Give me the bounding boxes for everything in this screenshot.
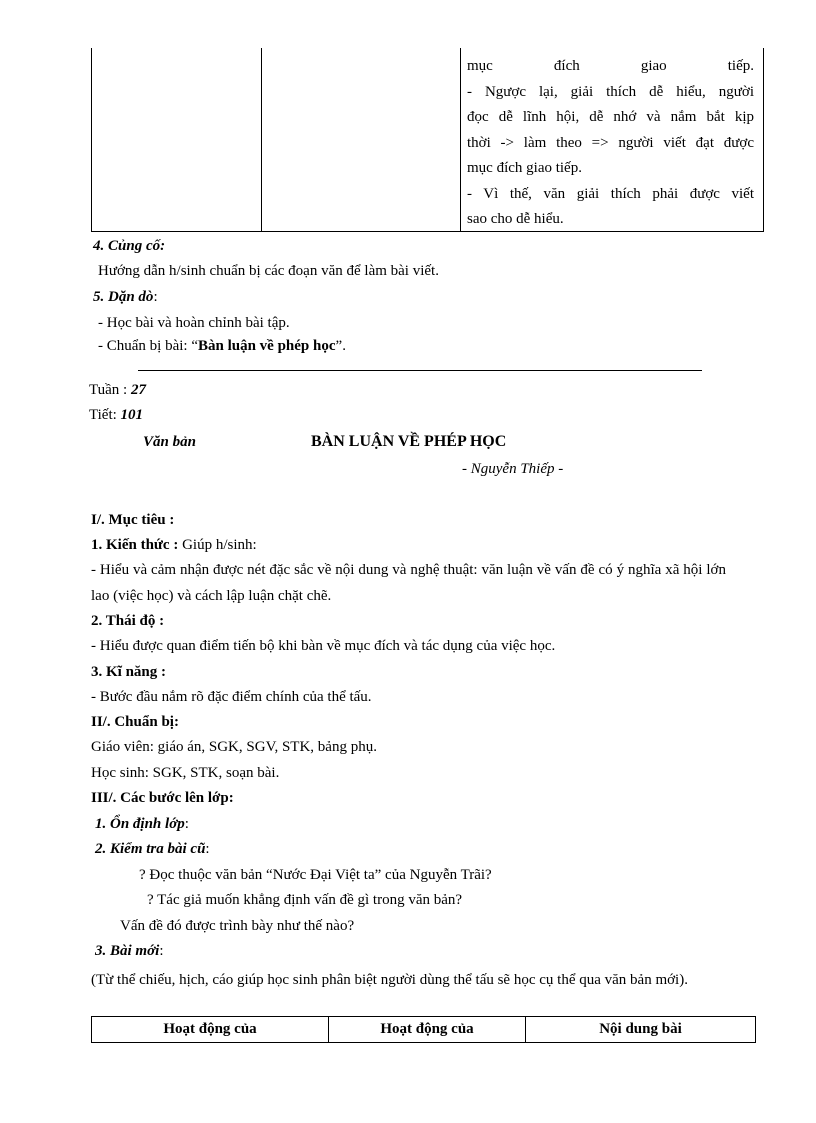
table-divider-1 — [261, 48, 262, 232]
table-border-right — [763, 48, 764, 232]
bai-moi-label: 3. Bài mới — [95, 943, 160, 959]
bai-moi-intro: (Từ thể chiếu, hịch, cáo giúp học sinh phân biệt người dùng thể tấu sẽ học cụ thể qua văn bản mới). — [91, 972, 688, 988]
top-table — [91, 48, 764, 232]
section2-heading: II/. Chuẩn bị: — [91, 714, 179, 730]
ki-nang-label: 3. Kĩ năng : — [91, 664, 167, 680]
tuan-line — [89, 380, 146, 400]
tuan-label: Tuần : — [89, 382, 131, 398]
table-cell-content — [467, 54, 754, 233]
lesson-author: - Nguyễn Thiếp - — [462, 461, 564, 477]
section1-heading: I/. Mục tiêu : — [91, 512, 175, 528]
section3-heading: III/. Các bước lên lớp: — [91, 790, 234, 806]
table-line: mục đích giao tiếp. — [467, 58, 754, 74]
dan-do-line-1: - Học bài và hoàn chỉnh bài tập. — [98, 315, 290, 331]
question-3: Vấn đề đó được trình bày như thế nào? — [120, 918, 355, 934]
thai-do-text: - Hiểu được quan điểm tiến bộ khi bàn về mục đích và tác dụng của việc học. — [91, 638, 556, 654]
table-divider-2 — [460, 48, 461, 232]
kiem-tra-label: 2. Kiểm tra bài cũ — [95, 841, 206, 857]
dan-do-title: 5. Dặn dò — [93, 289, 154, 305]
table-border-left — [91, 48, 92, 232]
ki-nang-text: - Bước đầu nắm rõ đặc điểm chính của thể tấu. — [91, 689, 372, 705]
dan-do-colon: : — [153, 289, 158, 305]
kien-thuc-label: 1. Kiến thức : — [91, 537, 179, 553]
dan-do-line-2-bold: Bàn luận về phép học — [197, 338, 336, 354]
on-dinh-colon: : — [184, 816, 189, 832]
question-2: ? Tác giả muốn khẳng định vấn đề gì trong văn bản? — [147, 892, 463, 908]
dan-do-heading — [93, 287, 158, 307]
bai-moi-line — [95, 941, 163, 961]
giao-vien-text: Giáo viên: giáo án, SGK, SGV, STK, bảng phụ. — [91, 739, 377, 755]
kiem-tra-line — [95, 839, 210, 859]
hoc-sinh-text: Học sinh: SGK, STK, soạn bài. — [91, 765, 280, 781]
tiet-value: 101 — [120, 407, 144, 423]
table-header-cell: Hoạt động của — [329, 1017, 526, 1042]
tiet-label: Tiết: — [89, 407, 121, 423]
activity-table-header — [91, 1016, 756, 1043]
kien-thuc-paragraph: - Hiểu và cảm nhận được nét đặc sắc về nội dung và nghệ thuật: văn luận về vấn đề có ý nghĩa xã hội lớn lao (việc học) và cách lập luận chặt chẽ. — [91, 562, 726, 604]
table-line: sao cho dễ hiểu. — [467, 211, 564, 227]
on-dinh-line — [95, 814, 189, 834]
lesson-title: BÀN LUẬN VỀ PHÉP HỌC — [311, 433, 507, 450]
kien-thuc-text: Giúp h/sinh: — [178, 537, 257, 553]
kien-thuc-line — [91, 535, 257, 555]
dan-do-line-2 — [98, 336, 346, 356]
table-line: thời -> làm theo => người viết đạt được — [467, 134, 754, 151]
table-line: - Vì thế, văn giải thích phải được viết — [467, 185, 754, 202]
kiem-tra-colon: : — [205, 841, 210, 857]
table-line: đọc dễ lĩnh hội, dễ nhớ và nắm bắt kịp — [467, 109, 754, 125]
table-line: mục đích giao tiếp. — [467, 160, 582, 176]
table-header-cell: Hoạt động của — [92, 1017, 329, 1042]
section-divider — [138, 370, 702, 371]
on-dinh-label: 1. Ổn định lớp — [95, 816, 185, 832]
dan-do-line-2-prefix: - Chuẩn bị bài: “ — [98, 338, 198, 354]
thai-do-label: 2. Thái độ : — [91, 613, 165, 629]
lesson-kind: Văn bản — [143, 434, 196, 450]
tiet-line — [89, 405, 143, 425]
question-1: ? Đọc thuộc văn bản “Nước Đại Việt ta” của Nguyễn Trãi? — [139, 867, 492, 883]
table-header-cell: Nội dung bài — [599, 1021, 682, 1037]
tuan-value: 27 — [130, 382, 146, 398]
cung-co-heading: 4. Củng cố: — [93, 238, 166, 254]
dan-do-line-2-suffix: ”. — [335, 338, 346, 354]
table-line: - Ngược lại, giải thích dễ hiểu, người — [467, 83, 754, 100]
cung-co-text: Hướng dẫn h/sinh chuẩn bị các đoạn văn để làm bài viết. — [98, 263, 439, 279]
bai-moi-colon: : — [159, 943, 164, 959]
